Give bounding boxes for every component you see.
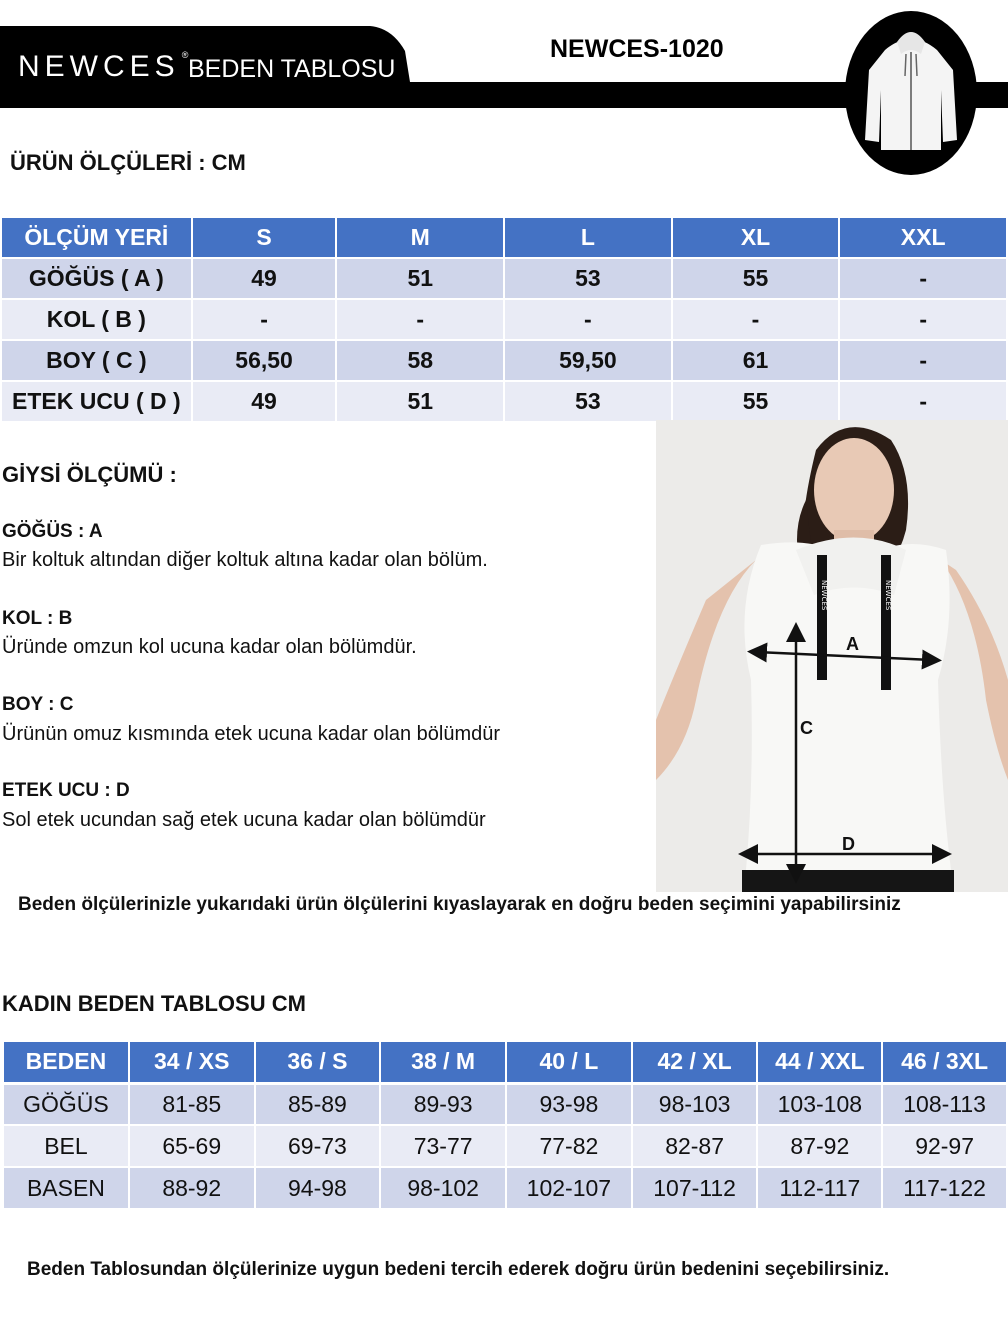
column-header: 36 / S — [255, 1041, 381, 1083]
column-header: 42 / XL — [632, 1041, 758, 1083]
table-cell: 112-117 — [757, 1167, 882, 1209]
table-cell: 77-82 — [506, 1125, 632, 1167]
measure-desc-c: Ürünün omuz kısmında etek ucuna kadar olan bölümdür — [2, 723, 501, 745]
column-header: M — [336, 217, 504, 258]
column-header: S — [192, 217, 337, 258]
row-label: ETEK UCU ( D ) — [1, 381, 192, 422]
table-cell: 73-77 — [380, 1125, 506, 1167]
table-header-row — [1, 217, 1007, 258]
table-cell: 98-103 — [632, 1083, 758, 1125]
table-cell: 61 — [672, 340, 840, 381]
column-header: 34 / XS — [129, 1041, 255, 1083]
size-section-title: KADIN BEDEN TABLOSU CM — [2, 991, 306, 1016]
row-label: BEL — [3, 1125, 129, 1167]
measure-label-c: BOY : C — [2, 694, 74, 715]
table-cell: 49 — [192, 381, 337, 422]
label-d: D — [842, 834, 855, 854]
table-cell: - — [336, 299, 504, 340]
table-cell: 102-107 — [506, 1167, 632, 1209]
table-cell: 89-93 — [380, 1083, 506, 1125]
table-cell: 92-97 — [882, 1125, 1007, 1167]
label-a: A — [846, 634, 859, 654]
table-row — [3, 1125, 1007, 1167]
table-row — [3, 1083, 1007, 1125]
table-cell: 107-112 — [632, 1167, 758, 1209]
product-thumbnail — [845, 10, 977, 175]
svg-text:NEWCES: NEWCES — [884, 580, 892, 611]
table-cell: 51 — [336, 258, 504, 299]
table-cell: 81-85 — [129, 1083, 255, 1125]
table-row — [1, 299, 1007, 340]
column-header: 40 / L — [506, 1041, 632, 1083]
column-header: ÖLÇÜM YERİ — [1, 217, 192, 258]
product-section-title: ÜRÜN ÖLÇÜLERİ : CM — [10, 150, 246, 175]
measure-desc-b: Üründe omzun kol ucuna kadar olan bölümdür. — [2, 636, 417, 658]
table-cell: - — [504, 299, 672, 340]
table-cell: - — [839, 299, 1007, 340]
column-header: BEDEN — [3, 1041, 129, 1083]
label-c: C — [800, 718, 813, 738]
table-cell: - — [839, 381, 1007, 422]
column-header: 38 / M — [380, 1041, 506, 1083]
column-header: XL — [672, 217, 840, 258]
header-subtitle: BEDEN TABLOSU — [188, 55, 396, 83]
column-header: L — [504, 217, 672, 258]
svg-text:NEWCES: NEWCES — [820, 580, 828, 611]
table-cell: - — [672, 299, 840, 340]
measure-desc-d: Sol etek ucundan sağ etek ucuna kadar olan bölümdür — [2, 809, 486, 831]
table-header-row — [3, 1041, 1007, 1083]
product-code: NEWCES-1020 — [550, 35, 724, 63]
measure-section-title: GİYSİ ÖLÇÜMÜ : — [2, 462, 177, 487]
measure-desc-a: Bir koltuk altından diğer koltuk altına kadar olan bölüm. — [2, 549, 488, 571]
table-cell: - — [839, 258, 1007, 299]
table-cell: 49 — [192, 258, 337, 299]
table-cell: 58 — [336, 340, 504, 381]
table-cell: 55 — [672, 381, 840, 422]
table-cell: 55 — [672, 258, 840, 299]
table-row — [1, 381, 1007, 422]
brand-logo: NEWCES ® — [18, 50, 189, 83]
row-label: GÖĞÜS ( A ) — [1, 258, 192, 299]
table-row — [1, 258, 1007, 299]
table-cell: 51 — [336, 381, 504, 422]
comparison-note: Beden ölçülerinizle yukarıdaki ürün ölçülerini kıyaslayarak en doğru beden seçimini yapabilirsiniz — [18, 894, 901, 915]
model-measure-photo — [656, 420, 1008, 892]
table-cell: 65-69 — [129, 1125, 255, 1167]
measure-label-b: KOL : B — [2, 608, 73, 629]
table-cell: - — [192, 299, 337, 340]
measure-label-d: ETEK UCU : D — [2, 780, 130, 801]
product-measure-table — [0, 216, 1008, 423]
table-cell: 88-92 — [129, 1167, 255, 1209]
table-cell: 93-98 — [506, 1083, 632, 1125]
table-cell: 82-87 — [632, 1125, 758, 1167]
column-header: 44 / XXL — [757, 1041, 882, 1083]
women-size-table — [2, 1040, 1008, 1210]
table-cell: 117-122 — [882, 1167, 1007, 1209]
table-cell: 69-73 — [255, 1125, 381, 1167]
row-label: BOY ( C ) — [1, 340, 192, 381]
column-header: XXL — [839, 217, 1007, 258]
table-cell: 87-92 — [757, 1125, 882, 1167]
table-cell: 53 — [504, 381, 672, 422]
table-row — [3, 1167, 1007, 1209]
table-cell: 94-98 — [255, 1167, 381, 1209]
table-cell: 98-102 — [380, 1167, 506, 1209]
table-cell: 53 — [504, 258, 672, 299]
measure-label-a: GÖĞÜS : A — [2, 521, 103, 542]
column-header: 46 / 3XL — [882, 1041, 1007, 1083]
row-label: GÖĞÜS — [3, 1083, 129, 1125]
row-label: BASEN — [3, 1167, 129, 1209]
table-cell: 85-89 — [255, 1083, 381, 1125]
size-choice-note: Beden Tablosundan ölçülerinize uygun bedeni tercih ederek doğru ürün bedenini seçebilirsiniz. — [27, 1259, 890, 1280]
table-cell: - — [839, 340, 1007, 381]
table-cell: 103-108 — [757, 1083, 882, 1125]
table-row — [1, 340, 1007, 381]
row-label: KOL ( B ) — [1, 299, 192, 340]
table-cell: 59,50 — [504, 340, 672, 381]
table-cell: 56,50 — [192, 340, 337, 381]
table-cell: 108-113 — [882, 1083, 1007, 1125]
